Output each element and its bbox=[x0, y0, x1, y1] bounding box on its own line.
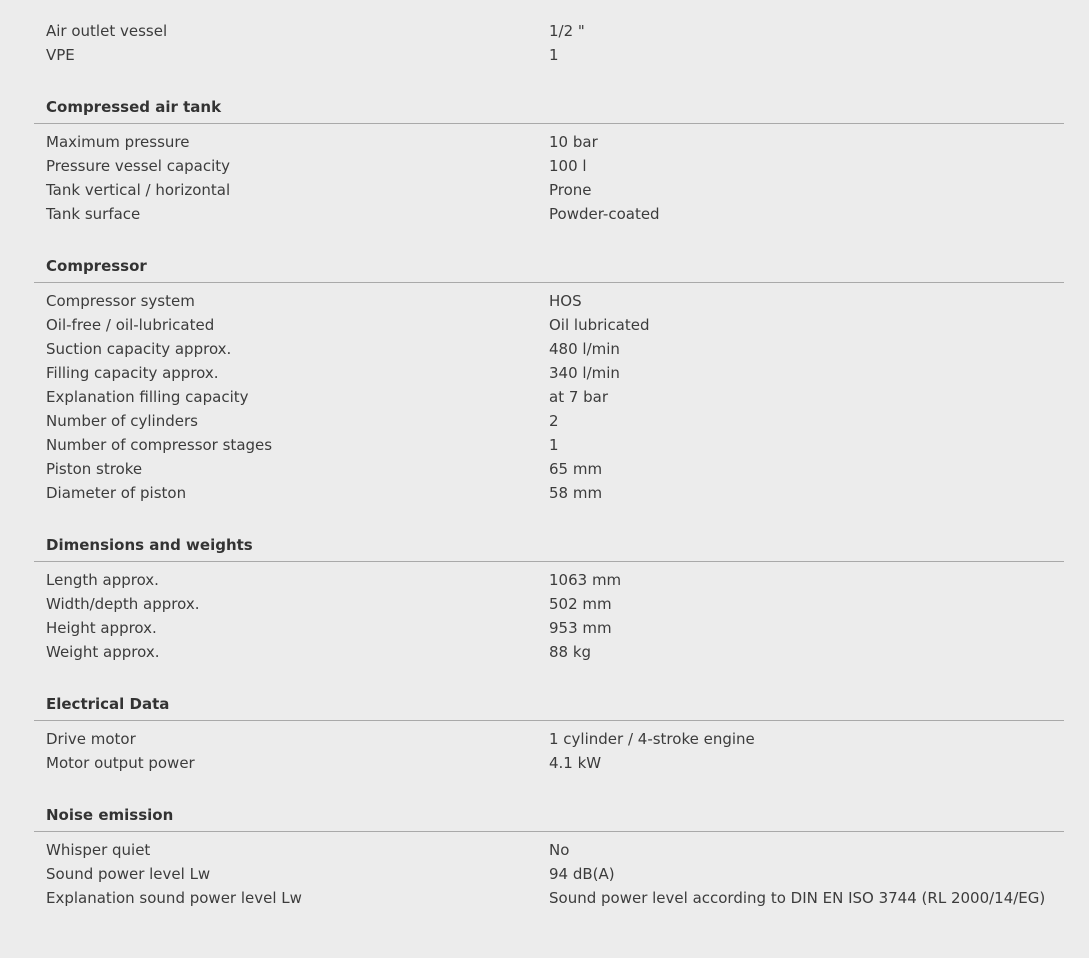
spec-value: 1063 mm bbox=[549, 571, 622, 589]
spec-label: Motor output power bbox=[46, 754, 195, 772]
spec-label: Pressure vessel capacity bbox=[46, 157, 231, 175]
spec-label: Height approx. bbox=[46, 619, 157, 637]
spec-label: Explanation sound power level Lw bbox=[46, 889, 302, 907]
spec-label: Piston stroke bbox=[46, 460, 143, 478]
spec-value: 88 kg bbox=[549, 643, 592, 661]
spec-value: 1 bbox=[549, 436, 559, 454]
spec-value: 100 l bbox=[549, 157, 587, 175]
spec-row bbox=[34, 289, 1064, 313]
spec-section bbox=[34, 533, 1064, 664]
spec-value: 1 cylinder / 4-stroke engine bbox=[549, 730, 755, 748]
spec-row bbox=[34, 616, 1064, 640]
section-title: Electrical Data bbox=[34, 692, 1064, 721]
spec-label: Maximum pressure bbox=[46, 133, 190, 151]
spec-label: Sound power level Lw bbox=[46, 865, 211, 883]
spec-label: Suction capacity approx. bbox=[46, 340, 232, 358]
spec-row bbox=[34, 43, 1064, 67]
spec-row bbox=[34, 862, 1064, 886]
section-title: Compressor bbox=[34, 254, 1064, 283]
spec-row bbox=[34, 568, 1064, 592]
spec-label: VPE bbox=[46, 46, 75, 64]
spec-row bbox=[34, 457, 1064, 481]
section-title: Dimensions and weights bbox=[34, 533, 1064, 562]
spec-label: Tank surface bbox=[46, 205, 141, 223]
spec-label: Number of cylinders bbox=[46, 412, 198, 430]
spec-label: Diameter of piston bbox=[46, 484, 187, 502]
spec-row bbox=[34, 592, 1064, 616]
spec-value: 65 mm bbox=[549, 460, 603, 478]
spec-label: Filling capacity approx. bbox=[46, 364, 219, 382]
spec-row bbox=[34, 886, 1064, 910]
spec-value: at 7 bar bbox=[549, 388, 609, 406]
spec-value: 1/2 " bbox=[549, 22, 585, 40]
spec-value: HOS bbox=[549, 292, 582, 310]
spec-row bbox=[34, 178, 1064, 202]
spec-table bbox=[34, 19, 1064, 910]
spec-value: 58 mm bbox=[549, 484, 603, 502]
spec-value: Powder-coated bbox=[549, 205, 660, 223]
spec-label: Weight approx. bbox=[46, 643, 160, 661]
spec-row bbox=[34, 337, 1064, 361]
spec-row bbox=[34, 361, 1064, 385]
spec-label: Tank vertical / horizontal bbox=[46, 181, 231, 199]
spec-value: 340 l/min bbox=[549, 364, 620, 382]
spec-value: 502 mm bbox=[549, 595, 612, 613]
spec-row bbox=[34, 313, 1064, 337]
spec-value: Sound power level according to DIN EN ISO 3744 (RL 2000/14/EG) bbox=[549, 889, 1046, 907]
spec-label: Air outlet vessel bbox=[46, 22, 168, 40]
spec-row bbox=[34, 130, 1064, 154]
spec-value: 480 l/min bbox=[549, 340, 620, 358]
spec-row bbox=[34, 19, 1064, 43]
spec-value: Prone bbox=[549, 181, 592, 199]
spec-row bbox=[34, 409, 1064, 433]
spec-label: Drive motor bbox=[46, 730, 136, 748]
spec-row bbox=[34, 751, 1064, 775]
spec-value: 2 bbox=[549, 412, 559, 430]
spec-label: Oil-free / oil-lubricated bbox=[46, 316, 215, 334]
spec-row bbox=[34, 202, 1064, 226]
spec-value: 4.1 kW bbox=[549, 754, 602, 772]
spec-label: Length approx. bbox=[46, 571, 159, 589]
spec-value: 10 bar bbox=[549, 133, 598, 151]
spec-row bbox=[34, 154, 1064, 178]
spec-section bbox=[34, 692, 1064, 775]
spec-section bbox=[34, 803, 1064, 910]
spec-sections bbox=[34, 95, 1064, 910]
spec-row bbox=[34, 385, 1064, 409]
spec-label: Whisper quiet bbox=[46, 841, 151, 859]
spec-row bbox=[34, 433, 1064, 457]
spec-label: Explanation filling capacity bbox=[46, 388, 249, 406]
intro-rows bbox=[34, 19, 1064, 67]
spec-label: Number of compressor stages bbox=[46, 436, 273, 454]
spec-value: 1 bbox=[549, 46, 559, 64]
section-title: Compressed air tank bbox=[34, 95, 1064, 124]
spec-value: Oil lubricated bbox=[549, 316, 650, 334]
spec-value: No bbox=[549, 841, 570, 859]
spec-value: 953 mm bbox=[549, 619, 612, 637]
spec-row bbox=[34, 727, 1064, 751]
spec-value: 94 dB(A) bbox=[549, 865, 615, 883]
spec-label: Compressor system bbox=[46, 292, 195, 310]
section-title: Noise emission bbox=[34, 803, 1064, 832]
spec-row bbox=[34, 640, 1064, 664]
spec-label: Width/depth approx. bbox=[46, 595, 200, 613]
spec-section bbox=[34, 254, 1064, 505]
spec-section bbox=[34, 95, 1064, 226]
spec-row bbox=[34, 481, 1064, 505]
spec-row bbox=[34, 838, 1064, 862]
